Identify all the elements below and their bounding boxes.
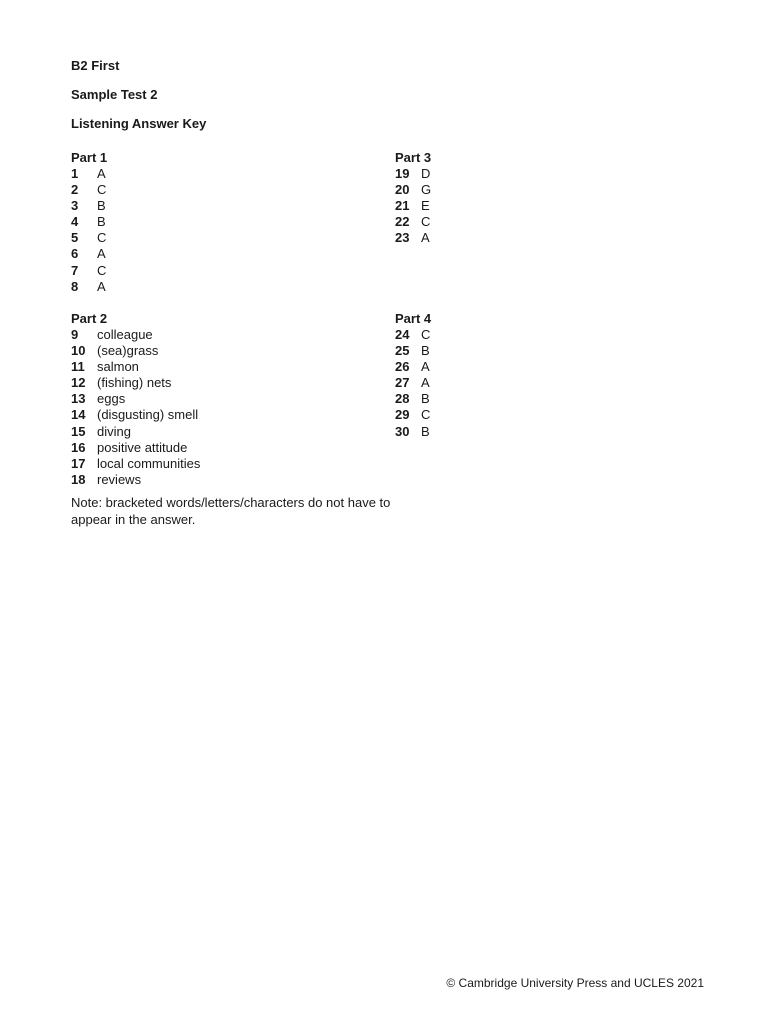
question-number: 27 xyxy=(395,375,410,391)
answer-row xyxy=(71,327,200,343)
answer-row xyxy=(71,424,200,440)
answer-row xyxy=(395,214,431,230)
answer-text: A xyxy=(97,246,106,262)
part-3-section xyxy=(395,150,431,246)
answer-row xyxy=(395,230,431,246)
answer-row xyxy=(71,407,200,423)
answer-list xyxy=(71,166,107,295)
exam-title: B2 First xyxy=(71,58,120,73)
answer-row xyxy=(71,343,200,359)
answer-text: D xyxy=(421,166,431,181)
question-number: 21 xyxy=(395,198,410,214)
answer-row xyxy=(395,359,431,375)
answer-text: C xyxy=(421,214,431,230)
part-2-section xyxy=(71,311,200,488)
question-number: 11 xyxy=(71,359,85,375)
question-number: 7 xyxy=(71,262,79,278)
question-number: 22 xyxy=(395,214,410,230)
question-number: 28 xyxy=(395,391,410,407)
question-number: 12 xyxy=(71,375,86,391)
answer-row xyxy=(71,440,200,456)
question-number: 19 xyxy=(395,166,410,181)
answer-text: (sea)grass xyxy=(97,343,159,359)
part-title: Part 3 xyxy=(395,150,432,165)
answer-text: A xyxy=(421,375,430,391)
question-number: 15 xyxy=(71,423,86,439)
question-number: 4 xyxy=(71,214,79,230)
answer-list xyxy=(71,327,200,488)
answer-row xyxy=(395,375,431,391)
answer-row xyxy=(71,472,200,488)
question-number: 23 xyxy=(395,230,410,246)
copyright-footer: © Cambridge University Press and UCLES 2021 xyxy=(446,976,704,990)
part-1-section xyxy=(71,150,107,295)
answer-text: A xyxy=(97,278,106,294)
part-4-section xyxy=(395,311,431,440)
answer-text: diving xyxy=(97,423,131,439)
answer-list xyxy=(395,327,431,440)
answer-row xyxy=(71,182,107,198)
answer-row xyxy=(395,424,431,440)
question-number: 30 xyxy=(395,423,410,439)
question-number: 1 xyxy=(71,166,79,181)
answer-row xyxy=(71,214,107,230)
question-number: 24 xyxy=(395,327,410,342)
answer-row xyxy=(71,198,107,214)
answer-row xyxy=(395,182,431,198)
answer-text: C xyxy=(421,407,431,423)
answer-text: A xyxy=(421,359,430,375)
question-number: 6 xyxy=(71,246,79,262)
question-number: 14 xyxy=(71,407,86,423)
question-number: 25 xyxy=(395,343,410,359)
question-number: 5 xyxy=(71,230,79,246)
answer-text: B xyxy=(97,214,106,230)
answer-text: A xyxy=(421,230,430,246)
answer-row xyxy=(395,407,431,423)
answer-row xyxy=(71,391,200,407)
answer-row xyxy=(71,166,107,182)
answer-text: E xyxy=(421,198,430,214)
answer-row xyxy=(71,279,107,295)
answer-text: C xyxy=(97,230,107,246)
question-number: 29 xyxy=(395,407,410,423)
question-number: 8 xyxy=(71,278,79,294)
answer-row xyxy=(71,246,107,262)
question-number: 9 xyxy=(71,327,79,342)
note-text: Note: bracketed words/letters/characters do not have to appear in the answer. xyxy=(71,495,391,527)
part-title: Part 2 xyxy=(71,311,108,326)
test-title: Sample Test 2 xyxy=(71,87,158,102)
question-number: 20 xyxy=(395,182,410,198)
answer-text: reviews xyxy=(97,471,142,487)
answer-text: B xyxy=(97,198,106,214)
answer-text: colleague xyxy=(97,327,153,342)
answer-row xyxy=(395,166,431,182)
question-number: 13 xyxy=(71,391,86,407)
answer-row xyxy=(71,456,200,472)
part-title: Part 4 xyxy=(395,311,432,326)
answer-row xyxy=(71,359,200,375)
part-title: Part 1 xyxy=(71,150,108,165)
question-number: 17 xyxy=(71,455,86,471)
answer-text: C xyxy=(97,182,107,198)
question-number: 16 xyxy=(71,439,86,455)
answer-list xyxy=(395,166,431,246)
question-number: 10 xyxy=(71,343,86,359)
answer-text: C xyxy=(421,327,431,342)
question-number: 2 xyxy=(71,182,79,198)
answer-text: C xyxy=(97,262,107,278)
question-number: 3 xyxy=(71,198,79,214)
answer-text: local communities xyxy=(97,455,201,471)
answer-text: B xyxy=(421,343,430,359)
answer-text: B xyxy=(421,423,430,439)
answer-text: (disgusting) smell xyxy=(97,407,199,423)
answer-text: salmon xyxy=(97,359,139,375)
question-number: 18 xyxy=(71,471,86,487)
answer-text: (fishing) nets xyxy=(97,375,172,391)
answer-row xyxy=(395,391,431,407)
answer-row xyxy=(71,263,107,279)
answer-row xyxy=(395,343,431,359)
answer-row xyxy=(71,230,107,246)
answer-row xyxy=(395,198,431,214)
answer-text: positive attitude xyxy=(97,439,188,455)
answer-text: A xyxy=(97,166,106,181)
answer-text: G xyxy=(421,182,432,198)
question-number: 26 xyxy=(395,359,410,375)
answer-text: B xyxy=(421,391,430,407)
answer-text: eggs xyxy=(97,391,126,407)
answer-row xyxy=(71,375,200,391)
answer-row xyxy=(395,327,431,343)
answer-key-title: Listening Answer Key xyxy=(71,116,207,131)
